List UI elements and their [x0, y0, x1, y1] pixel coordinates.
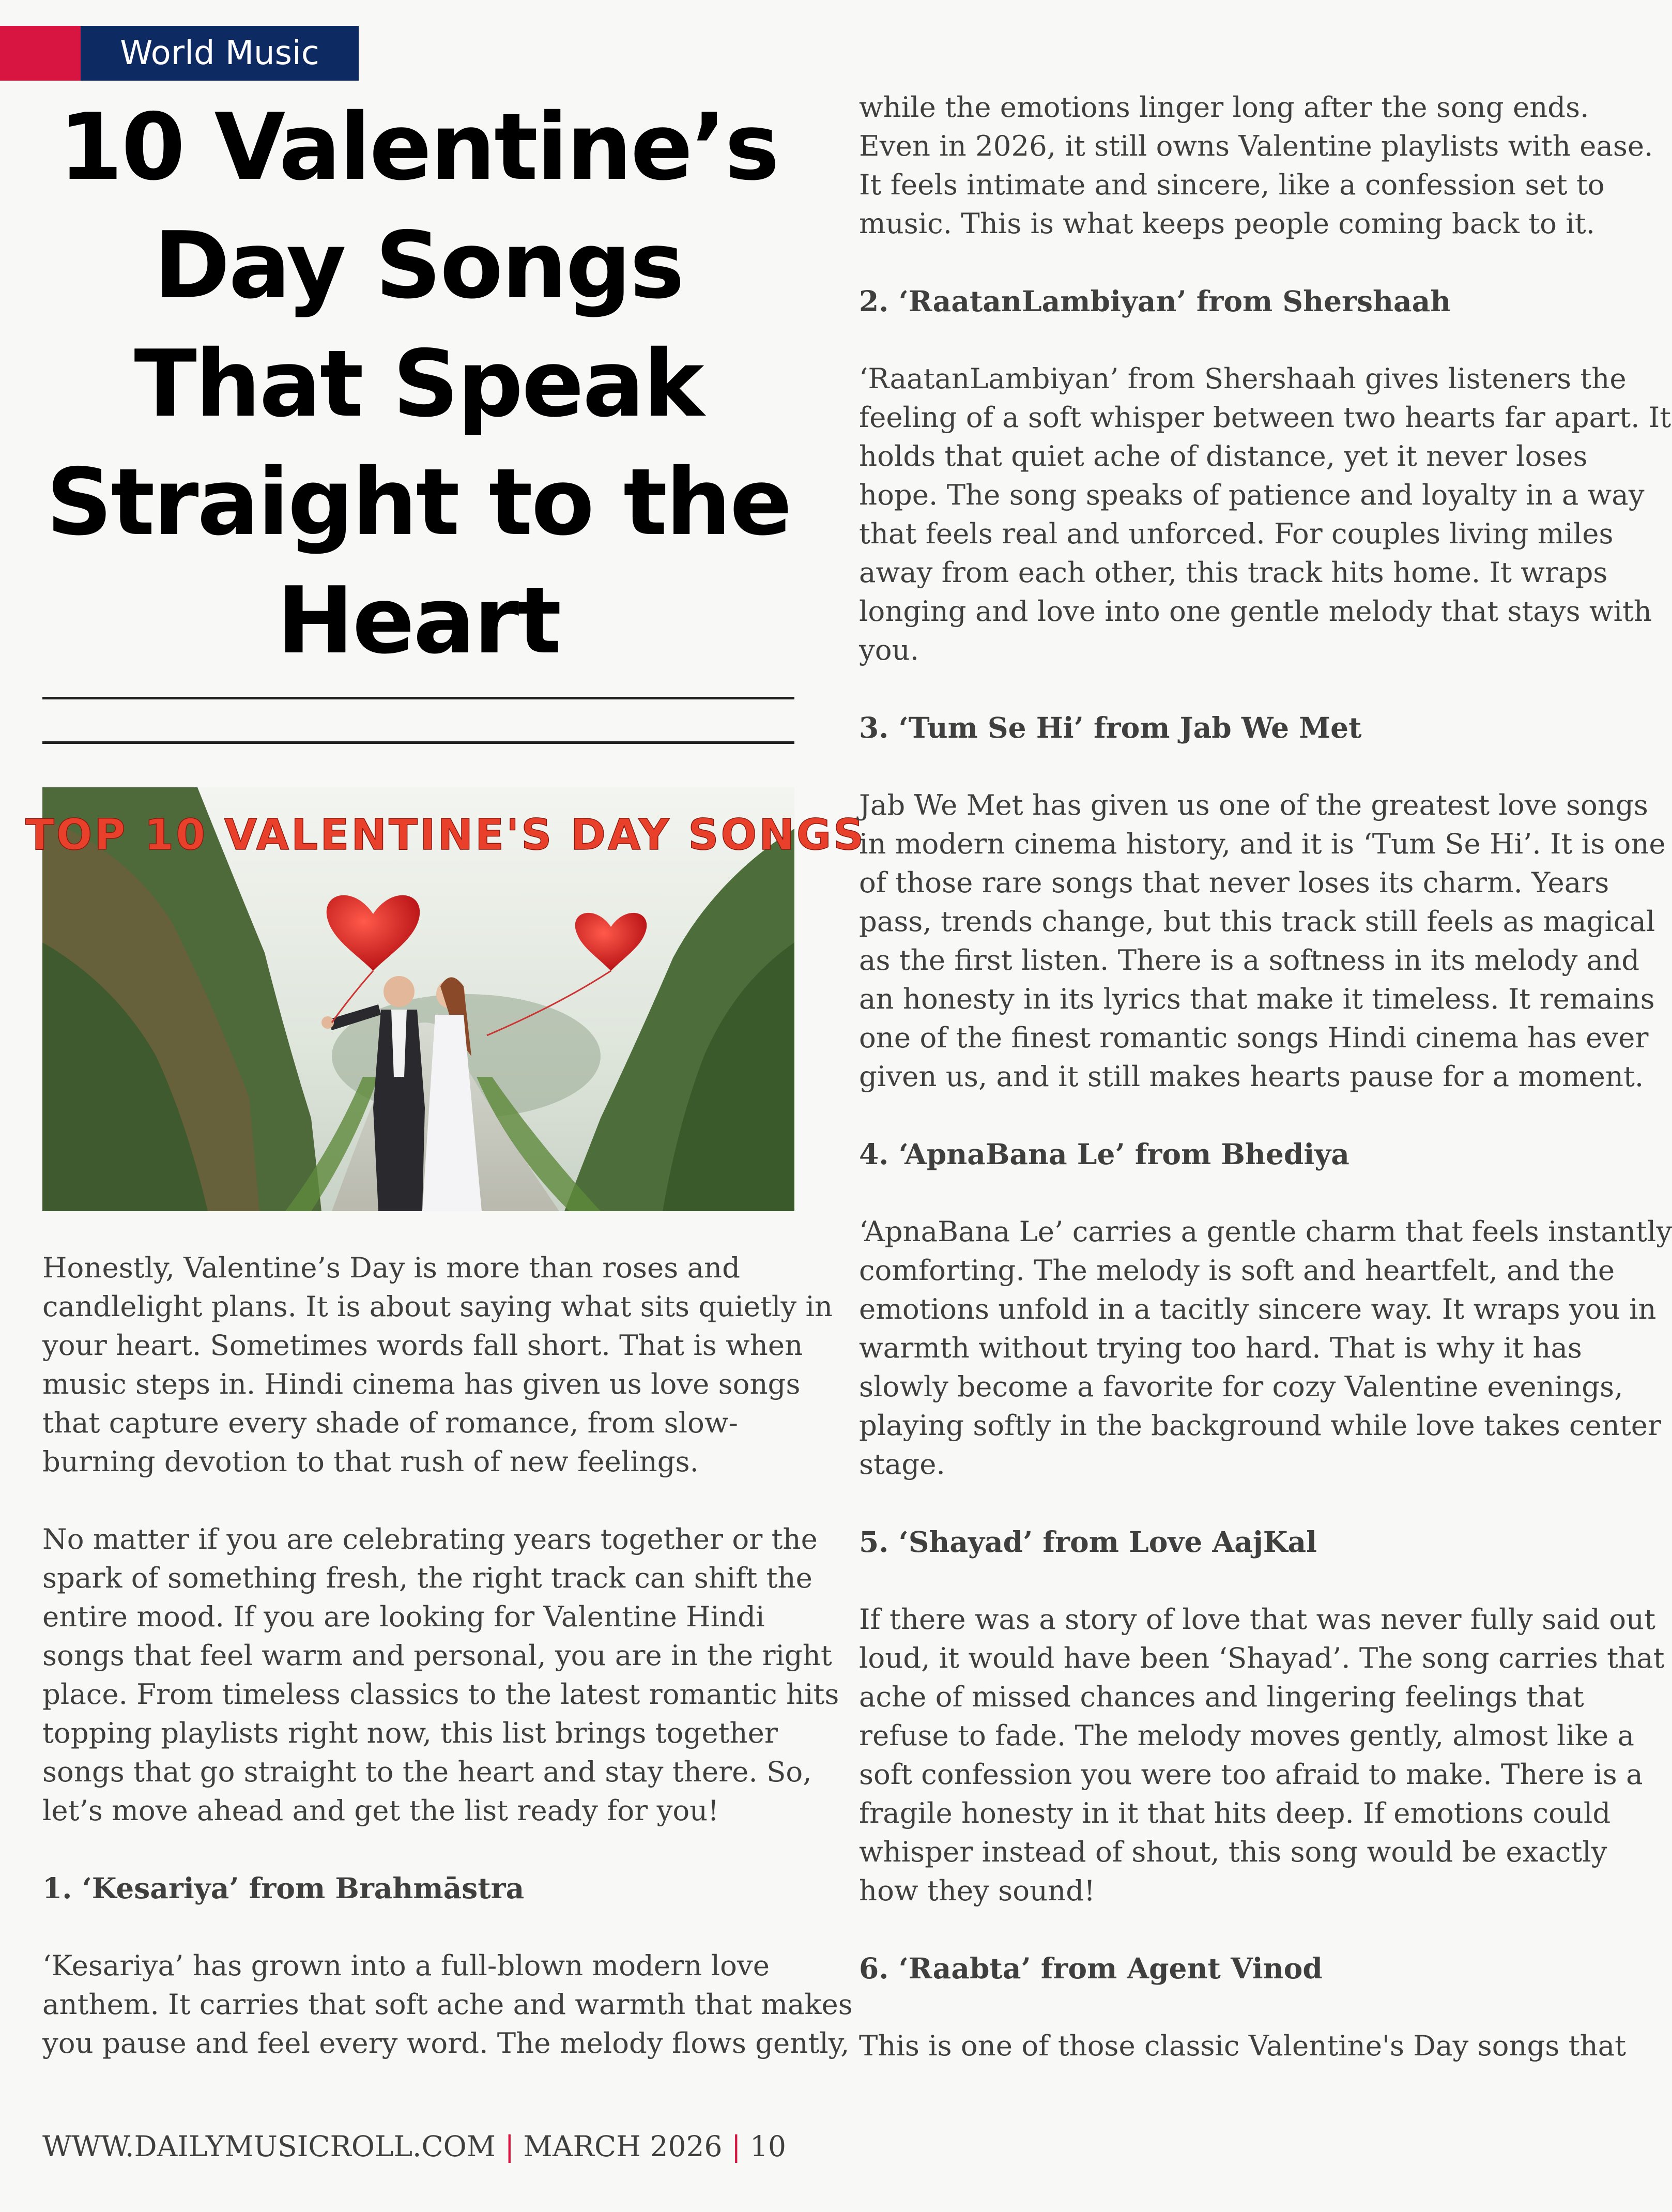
text-line: candlelight plans. It is about saying what sits quietly in	[42, 1290, 833, 1323]
song-3-paragraph	[859, 786, 1666, 1096]
text-line: music. This is what keeps people coming back to it.	[859, 207, 1595, 240]
article-photo	[25, 787, 866, 1211]
text-line: whisper instead of shout, this song would be exactly	[859, 1835, 1607, 1868]
text-line: you.	[859, 633, 919, 666]
footer-site: WWW.DAILYMUSICROLL.COM	[42, 2130, 496, 2163]
text-line: loud, it would have been ‘Shayad’. The song carries that	[859, 1641, 1665, 1674]
text-line: spark of something fresh, the right track can shift the	[42, 1561, 812, 1594]
song-6-heading: 6. ‘Raabta’ from Agent Vinod	[859, 1951, 1323, 1985]
song-4-paragraph	[859, 1212, 1672, 1484]
song-2-paragraph	[859, 359, 1671, 669]
text-line: topping playlists right now, this list brings together	[42, 1716, 778, 1749]
song-5-heading: 5. ‘Shayad’ from Love AajKal	[859, 1525, 1317, 1559]
title-line: Day Songs	[154, 212, 683, 319]
text-line: feeling of a soft whisper between two hearts far apart. It	[859, 401, 1671, 434]
song-4-heading: 4. ‘ApnaBana Le’ from Bhediya	[859, 1137, 1349, 1171]
text-line: your heart. Sometimes words fall short. That is when	[42, 1329, 803, 1362]
text-line: pass, trends change, but this track still feels as magical	[859, 905, 1655, 938]
text-line: away from each other, this track hits home. It wraps	[859, 556, 1608, 589]
text-line: slowly become a favorite for cozy Valentine evenings,	[859, 1370, 1623, 1403]
text-line: If there was a story of love that was never fully said out	[859, 1603, 1656, 1636]
intro-paragraph-2	[42, 1520, 839, 1830]
text-line: No matter if you are celebrating years together or the	[42, 1522, 818, 1555]
text-line: ‘RaatanLambiyan’ from Shershaah gives listeners the	[859, 362, 1627, 395]
text-line: while the emotions linger long after the song ends.	[859, 90, 1589, 124]
text-line: let’s move ahead and get the list ready for you!	[42, 1794, 719, 1827]
text-line: that capture every shade of romance, from slow-	[42, 1406, 738, 1439]
title-line: 10 Valentine’s	[58, 94, 778, 201]
song-3-heading: 3. ‘Tum Se Hi’ from Jab We Met	[859, 711, 1362, 744]
text-line: how they sound!	[859, 1874, 1096, 1907]
song-6-paragraph	[859, 2026, 1627, 2065]
text-line: hope. The song speaks of patience and loyalty in a way	[859, 478, 1645, 511]
text-line: emotions unfold in a tacitly sincere way. It wraps you in	[859, 1292, 1656, 1325]
footer-page-number: 10	[749, 2130, 786, 2163]
text-line: in modern cinema history, and it is ‘Tum Se Hi’. It is one	[859, 827, 1666, 860]
footer-separator: |	[731, 2130, 741, 2163]
text-line: fragile honesty in it that hits deep. If emotions could	[859, 1796, 1611, 1829]
title-line: Heart	[277, 567, 560, 674]
text-line: playing softly in the background while love takes center	[859, 1409, 1662, 1442]
section-tag: World Music	[81, 26, 359, 81]
text-line: It feels intimate and sincere, like a confession set to	[859, 168, 1605, 201]
text-line: stage.	[859, 1447, 945, 1481]
text-line: refuse to fade. The melody moves gently, almost like a	[859, 1719, 1634, 1752]
song-5-paragraph	[859, 1600, 1665, 1910]
text-line: an honesty in its lyrics that make it timeless. It remains	[859, 982, 1655, 1015]
title-line: That Speak	[134, 330, 703, 437]
title-line: Straight to the	[46, 449, 791, 556]
song-2-heading: 2. ‘RaatanLambiyan’ from Shershaah	[859, 284, 1451, 318]
text-line: ‘Kesariya’ has grown into a full-blown modern love	[42, 1949, 770, 1982]
text-line: that feels real and unforced. For couples living miles	[859, 517, 1614, 550]
song-1-paragraph-continued	[859, 88, 1653, 243]
text-line: given us, and it still makes hearts pause for a moment.	[859, 1060, 1644, 1093]
text-line: place. From timeless classics to the latest romantic hits	[42, 1677, 839, 1711]
text-line: Honestly, Valentine’s Day is more than roses and	[42, 1251, 741, 1284]
text-line: songs that go straight to the heart and stay there. So,	[42, 1755, 812, 1788]
intro-paragraph-1	[42, 1248, 833, 1481]
text-line: songs that feel warm and personal, you are in the right	[42, 1639, 832, 1672]
text-line: you pause and feel every word. The melody flows gently,	[42, 2026, 850, 2060]
text-line: warmth without trying too hard. That is why it has	[859, 1331, 1582, 1364]
title-divider-top	[42, 697, 794, 699]
article-title	[42, 88, 794, 680]
text-line: of those rare songs that never loses its charm. Years	[859, 866, 1609, 899]
song-1-paragraph	[42, 1946, 853, 2063]
song-1-heading: 1. ‘Kesariya’ from Brahmāstra	[42, 1871, 525, 1905]
text-line: Even in 2026, it still owns Valentine playlists with ease.	[859, 129, 1653, 162]
section-tag-accent	[0, 26, 81, 81]
text-line: music steps in. Hindi cinema has given us love songs	[42, 1367, 801, 1400]
text-line: soft confession you were too afraid to make. There is a	[859, 1758, 1643, 1791]
text-line: ache of missed chances and lingering feelings that	[859, 1680, 1584, 1713]
text-line: as the first listen. There is a softness in its melody and	[859, 943, 1640, 977]
text-line: Jab We Met has given us one of the greatest love songs	[859, 788, 1648, 821]
text-line: holds that quiet ache of distance, yet it never loses	[859, 439, 1588, 472]
text-line: comforting. The melody is soft and heartfelt, and the	[859, 1254, 1615, 1287]
text-line: anthem. It carries that soft ache and warmth that makes	[42, 1988, 853, 2021]
text-line: ‘ApnaBana Le’ carries a gentle charm that feels instantly	[859, 1215, 1672, 1248]
photo-overlay-title: TOP 10 VALENTINE'S DAY SONGS	[25, 811, 866, 860]
text-line: entire mood. If you are looking for Valentine Hindi	[42, 1600, 765, 1633]
footer-issue: MARCH 2026	[523, 2130, 723, 2163]
page-footer	[42, 2130, 786, 2163]
text-line: longing and love into one gentle melody that stays with	[859, 594, 1652, 628]
text-line: one of the finest romantic songs Hindi cinema has ever	[859, 1021, 1649, 1054]
footer-separator: |	[504, 2130, 515, 2163]
text-line: This is one of those classic Valentine's Day songs that	[859, 2029, 1627, 2062]
right-column	[859, 88, 1672, 2065]
text-line: burning devotion to that rush of new feelings.	[42, 1445, 699, 1478]
title-divider-bottom	[42, 741, 794, 744]
left-column	[42, 1248, 853, 2063]
